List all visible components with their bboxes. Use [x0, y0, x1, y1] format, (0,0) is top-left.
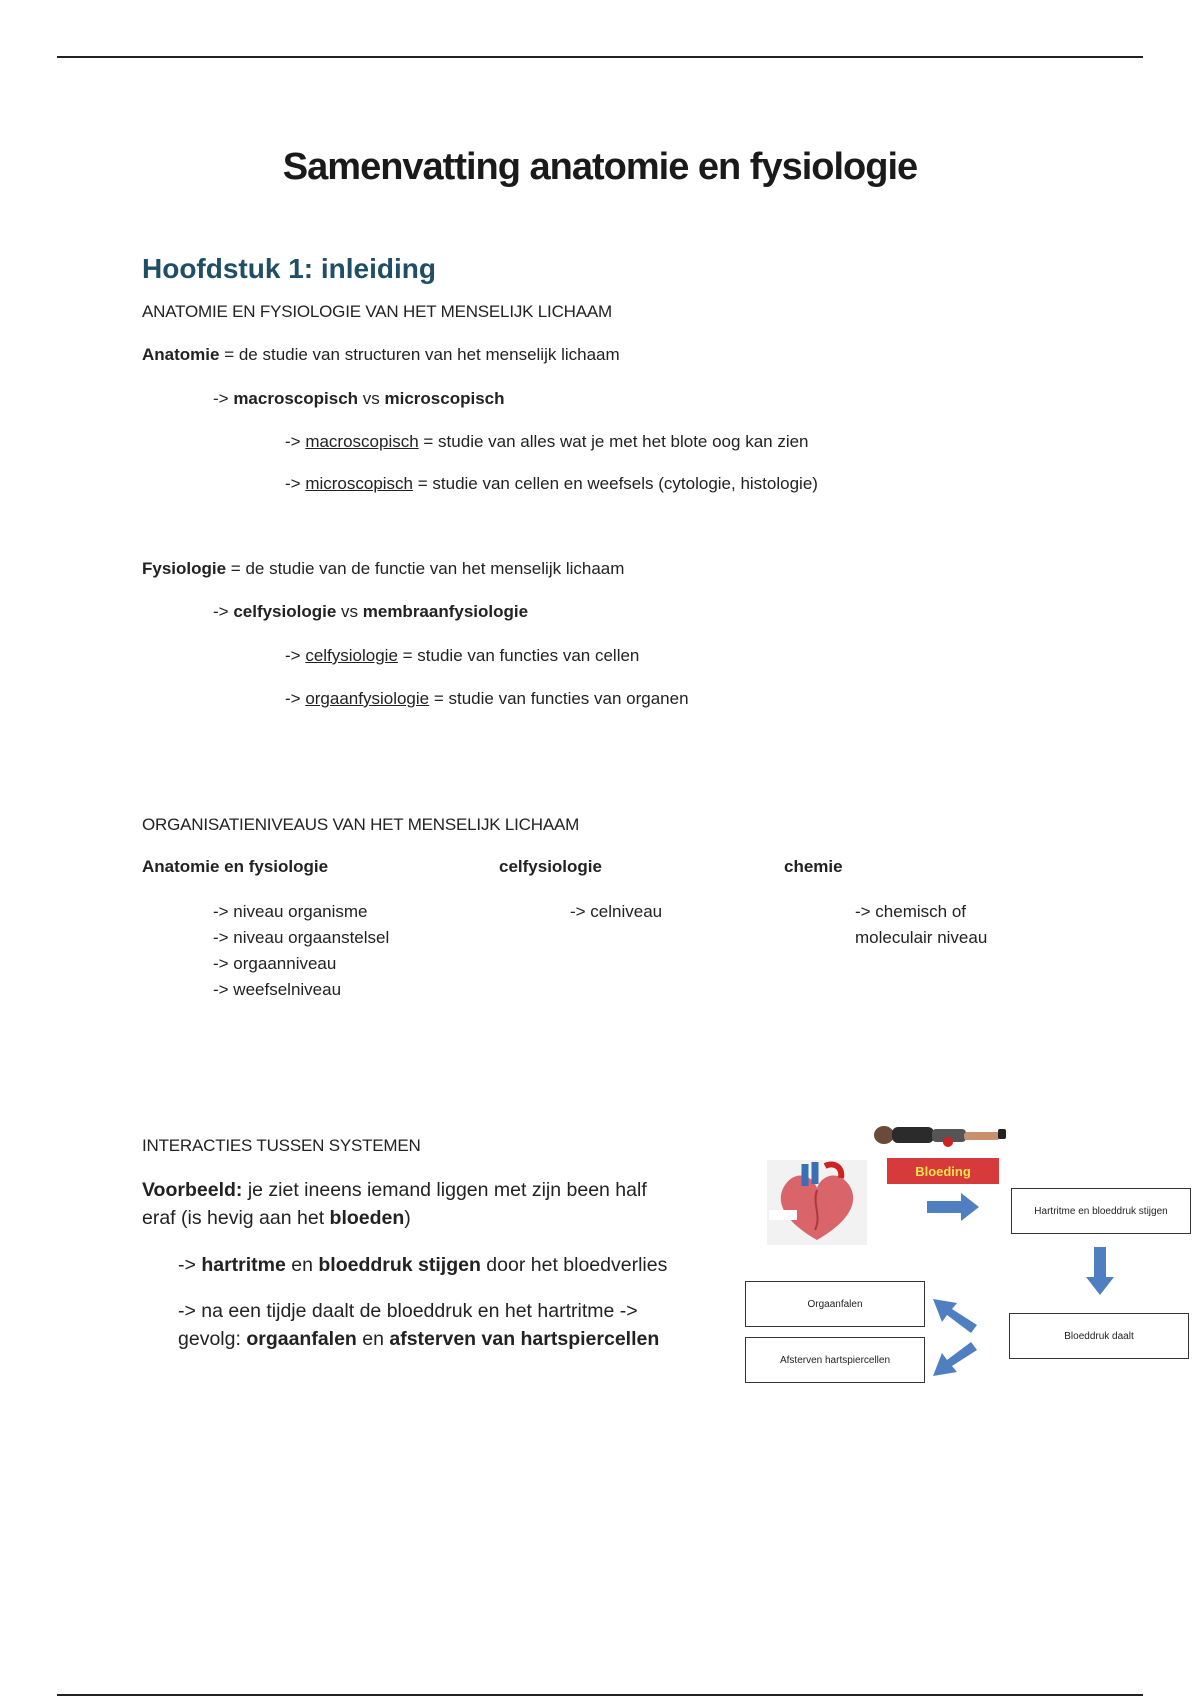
column-head-celfysiologie: celfysiologie	[499, 857, 602, 876]
bloeden-bold: bloeden	[329, 1207, 405, 1229]
macro-term: macroscopisch	[305, 432, 419, 451]
box-orgaanfalen: Orgaanfalen	[745, 1281, 925, 1327]
arrow-down-left-icon	[929, 1340, 979, 1380]
column-head-anatomie: Anatomie en fysiologie	[142, 857, 329, 876]
column-head-chemie: chemie	[784, 857, 843, 876]
list-item: -> chemisch of	[855, 902, 967, 921]
arrow-down-icon	[1085, 1247, 1115, 1297]
list-item: -> orgaanniveau	[213, 954, 337, 973]
voorbeeld-paragraph	[142, 1176, 742, 1232]
celfysiologie-term: celfysiologie	[305, 646, 398, 665]
bloeding-label: Bloeding	[887, 1158, 999, 1184]
chapter-heading: Hoofdstuk 1: inleiding	[142, 253, 436, 284]
en: en	[356, 1328, 390, 1350]
section-interactions-heading: INTERACTIES TUSSEN SYSTEMEN	[142, 1136, 421, 1155]
celfysiologie-definition	[285, 646, 639, 666]
macro-term-bold: macroscopisch	[233, 389, 359, 408]
orgaanfalen-bold: orgaanfalen	[246, 1328, 357, 1350]
list-item: -> niveau organisme	[213, 902, 368, 921]
box-afsterven: Afsterven hartspiercellen	[745, 1337, 925, 1383]
arrow: ->	[285, 474, 306, 493]
heart-icon	[767, 1160, 867, 1245]
point-line-2	[178, 1325, 659, 1353]
gevolg: gevolg:	[178, 1328, 247, 1350]
orgaanfysiologie-definition	[285, 689, 689, 709]
membraanfysiologie-bold: membraanfysiologie	[362, 602, 529, 621]
page-title: Samenvatting anatomie en fysiologie	[282, 146, 918, 188]
section-anatomy-heading: ANATOMIE EN FYSIOLOGIE VAN HET MENSELIJK LICHAAM	[142, 302, 612, 321]
celfysiologie-bold: celfysiologie	[233, 602, 337, 621]
list-item: moleculair niveau	[855, 928, 988, 947]
box-bloeddruk: Bloeddruk daalt	[1009, 1313, 1189, 1359]
interaction-point-2	[178, 1297, 659, 1353]
fysiologie-def: = de studie van de functie van het menselijk lichaam	[226, 559, 625, 578]
arrow-right-icon	[927, 1192, 981, 1222]
bottom-rule	[57, 1694, 1143, 1696]
voorbeeld-term: Voorbeeld:	[142, 1179, 243, 1201]
point-text: door het bloedverlies	[480, 1254, 668, 1276]
top-rule	[57, 56, 1143, 58]
section-levels-heading: ORGANISATIENIVEAUS VAN HET MENSELIJK LICHAAM	[142, 815, 580, 834]
bloeddruk-stijgen-bold: bloeddruk stijgen	[318, 1254, 481, 1276]
list-item: -> niveau orgaanstelsel	[213, 928, 390, 947]
macro-definition	[285, 432, 809, 452]
arrow: ->	[213, 602, 234, 621]
lying-person-icon	[870, 1115, 1010, 1149]
vs: vs	[358, 389, 385, 408]
afsterven-bold: afsterven van hartspiercellen	[389, 1328, 660, 1350]
interaction-point-1	[178, 1251, 667, 1279]
column-list-anatomie	[213, 899, 389, 1003]
arrow-up-left-icon	[929, 1295, 979, 1335]
micro-definition	[285, 474, 818, 494]
en: en	[285, 1254, 319, 1276]
column-list-chemie	[855, 899, 987, 951]
interaction-diagram	[745, 1115, 1193, 1390]
arrow: ->	[285, 689, 306, 708]
fysiologie-subtypes	[213, 602, 528, 622]
column-list-celfysiologie	[570, 899, 662, 925]
orgaanfysiologie-term: orgaanfysiologie	[305, 689, 430, 708]
arrow: ->	[178, 1254, 202, 1276]
hartritme-bold: hartritme	[201, 1254, 286, 1276]
vs: vs	[336, 602, 363, 621]
box-hartritme: Hartritme en bloeddruk stijgen	[1011, 1188, 1191, 1234]
anatomie-term: Anatomie	[142, 345, 220, 364]
fysiologie-definition	[142, 559, 624, 579]
voorbeeld-line-2	[142, 1204, 742, 1232]
voorbeeld-text: je ziet ineens iemand liggen met zijn been half	[242, 1179, 647, 1201]
macro-def: = studie van alles wat je met het blote oog kan zien	[418, 432, 809, 451]
anatomie-def: = de studie van structuren van het menselijk lichaam	[219, 345, 620, 364]
voorbeeld-text: )	[404, 1207, 411, 1229]
voorbeeld-text: eraf (is hevig aan het	[142, 1207, 330, 1229]
orgaanfysiologie-def: = studie van functies van organen	[429, 689, 689, 708]
arrow: ->	[285, 646, 306, 665]
micro-term-bold: microscopisch	[384, 389, 505, 408]
micro-def: = studie van cellen en weefsels (cytologie, histologie)	[413, 474, 818, 493]
fysiologie-term: Fysiologie	[142, 559, 227, 578]
voorbeeld-line-1	[142, 1176, 742, 1204]
anatomie-definition	[142, 345, 620, 365]
arrow: ->	[213, 389, 234, 408]
list-item: -> celniveau	[570, 902, 663, 921]
point-text: -> na een tijdje daalt de bloeddruk en het hartritme ->	[178, 1300, 638, 1322]
micro-term: microscopisch	[305, 474, 414, 493]
arrow: ->	[285, 432, 306, 451]
anatomie-subtypes	[213, 389, 505, 409]
list-item: -> weefselniveau	[213, 980, 342, 999]
celfysiologie-def: = studie van functies van cellen	[397, 646, 640, 665]
